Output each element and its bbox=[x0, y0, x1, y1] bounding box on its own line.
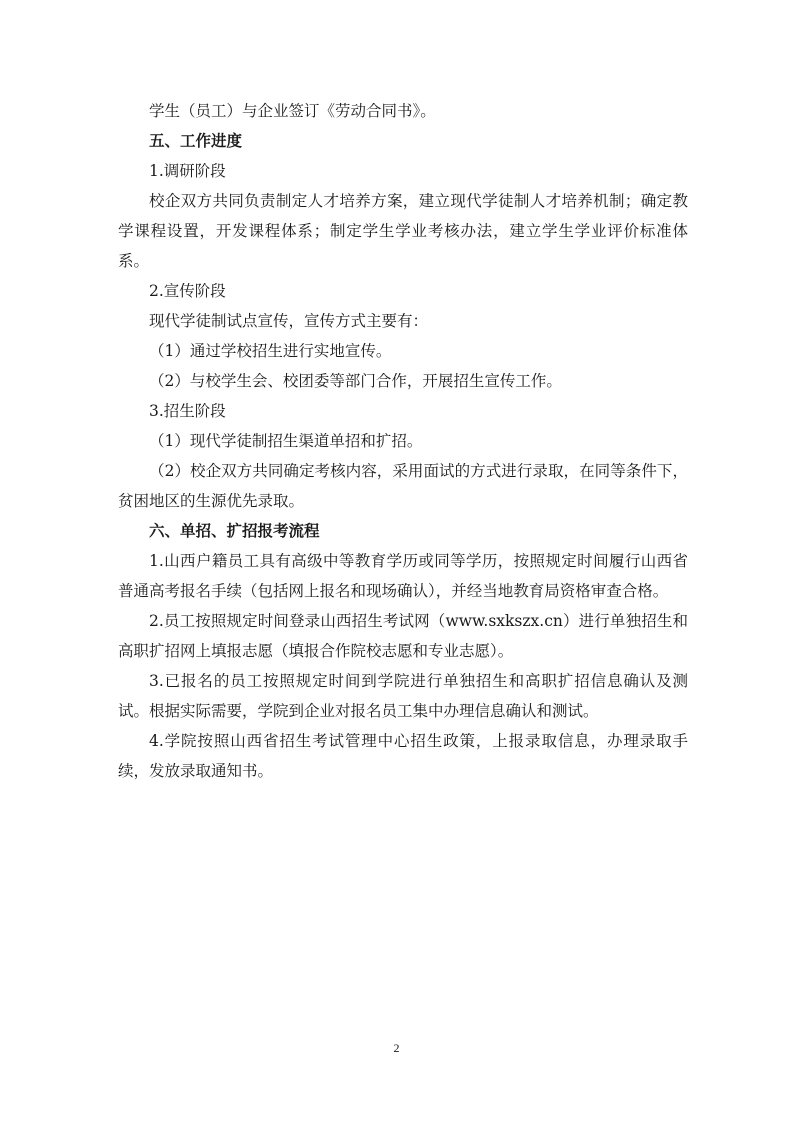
process-step-2: 2.员工按照规定时间登录山西招生考试网（www.sxkszx.cn）进行单独招生和高职扩招网上填报志愿（填报合作院校志愿和专业志愿）。 bbox=[118, 612, 688, 660]
publicity-item-2: （2）与校学生会、校团委等部门合作，开展招生宣传工作。 bbox=[149, 372, 562, 390]
page-body bbox=[118, 96, 688, 786]
publicity-item-1: （1）通过学校招生进行实地宣传。 bbox=[149, 342, 392, 360]
page-number: 2 bbox=[393, 1041, 400, 1055]
section-heading-work-progress: 五、工作进度 bbox=[149, 132, 243, 150]
publicity-intro: 现代学徒制试点宣传，宣传方式主要有： bbox=[149, 312, 429, 330]
process-step-3: 3.已报名的员工按照规定时间到学院进行单独招生和高职扩招信息确认及测试。根据实际需要，学院到企业对报名员工集中办理信息确认和测试。 bbox=[118, 672, 688, 720]
process-step-1: 1.山西户籍员工具有高级中等教育学历或同等学历，按照规定时间履行山西省普通高考报名手续（包括网上报名和现场确认），并经当地教育局资格审查合格。 bbox=[118, 552, 688, 600]
enrollment-item-1: （1）现代学徒制招生渠道单招和扩招。 bbox=[149, 432, 423, 450]
stage-title-enrollment: 3.招生阶段 bbox=[149, 402, 226, 420]
stage-paragraph-research: 校企双方共同负责制定人才培养方案，建立现代学徒制人才培养机制；确定教学课程设置，开发课程体系；制定学生学业考核办法，建立学生学业评价标准体系。 bbox=[118, 192, 688, 270]
continuation-line: 学生（员工）与企业签订《劳动合同书》。 bbox=[149, 102, 436, 120]
stage-title-research: 1.调研阶段 bbox=[149, 162, 226, 180]
process-step-4: 4.学院按照山西省招生考试管理中心招生政策，上报录取信息，办理录取手续，发放录取通知书。 bbox=[118, 732, 688, 780]
enrollment-item-2: （2）校企双方共同确定考核内容，采用面试的方式进行录取，在同等条件下，贫困地区的生源优先录取。 bbox=[118, 462, 688, 510]
stage-title-publicity: 2.宣传阶段 bbox=[149, 282, 226, 300]
section-heading-application-process: 六、单招、扩招报考流程 bbox=[149, 522, 320, 540]
